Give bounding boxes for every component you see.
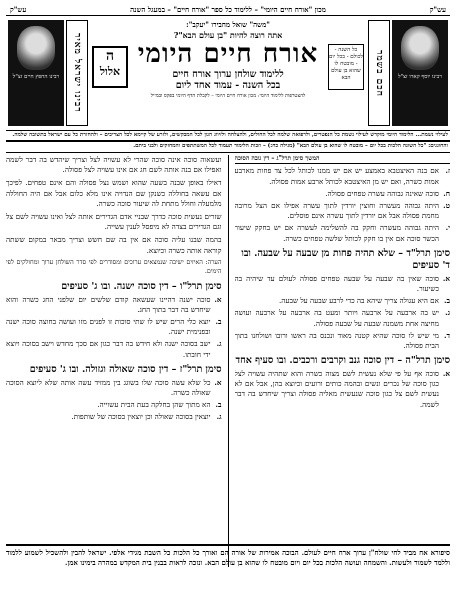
dedication-1: לעילוי נשמת... הלימוד היומי מוקדש לעילוי נשמת כל הנפטרים, ולרפואה שלמה לכל החולים, ולהצלחה ולזיווג הגון לכל המבקשים, ולזרע של קיימא לכל הצריכים – ולהחזרת כל עם ישראל בתשובה שלמה.	[6, 130, 450, 141]
halacha-item	[235, 201, 451, 221]
top-strip	[6, 4, 450, 16]
section-heading: סימן תרל"ו – דין סוכה ישנה. ובו ג' סעיפים	[61, 280, 222, 292]
top-strip-middle: מכון "אורח חיים היומי" – ללימוד כל ספר "אורח חיים" – במעגל השנה	[130, 5, 326, 14]
item-text: יש בה ארבעה על ארבעה ויותר ומעט בה ארבעה על ארבעה ועושה מחיצה אחת משמנה שבעה על שבעה פסולה.	[234, 308, 439, 328]
item-number: ב.	[215, 400, 222, 410]
halacha-item	[6, 317, 222, 337]
item-number: ח.	[443, 188, 450, 198]
item-text: סוכה ישנה דהיינו שעשאה קודם שלשים יום שלפני החג כשרה והוא שיחדש בה דבר בתוך החג.	[6, 294, 211, 314]
halacha-item	[235, 308, 451, 328]
item-number: א.	[442, 369, 450, 379]
scroll-right-text: חכם בשמר	[374, 49, 384, 97]
date-month: אלול	[99, 65, 121, 78]
contact-line: להצטרפות ללימוד היומי: מכון אורח חיים היומי – לקבלת הדף היומי בפקס ובמייל	[150, 93, 306, 99]
halacha-item	[6, 339, 222, 359]
item-number: י.	[445, 223, 450, 233]
portrait-left	[8, 20, 64, 126]
item-number: ג.	[216, 339, 222, 349]
subtitle-2: בכל השנה - עמוד אחד ליום	[175, 80, 281, 91]
continuation-heading: המשך סימן תרל"ג – דין גובה הסוכה	[235, 155, 451, 165]
rabbi-portrait-icon	[17, 26, 55, 70]
halacha-item	[235, 223, 451, 243]
item-text: היתה גבוהה מעשרה וחוצין יורדין לתוך עשרה אפילו אם הצל מרובה מחמת פסולה אבל אם יורדין לתוך עשרה אינם פוסלים.	[234, 201, 439, 221]
top-strip-right: עש"ק	[429, 5, 446, 14]
halacha-item	[6, 400, 222, 410]
item-number: א.	[214, 294, 222, 304]
halacha-item	[6, 412, 222, 422]
item-text: סוכה שאינה גבוהה עשרה טפחים פסולה.	[325, 188, 439, 198]
title-block	[92, 20, 364, 126]
paragraph: שזרים נעשית סוכה כדרך שבניי אדם הגדירים אותה לצל ואינו עשויה לשם צל וגם הגדירים בצדה לא מיפסל לענין עשייה.	[6, 211, 222, 232]
item-text: יוצא כלי הרים שיש לו שתי סוכות זו לפנים מזו ועושה בחוצה סוכה ישנה ובפנימית ישנה.	[6, 317, 211, 337]
scroll-left	[66, 20, 88, 126]
portrait-left-caption: רבינו החפץ חיים זצ"ל	[12, 74, 60, 80]
item-number: ב.	[215, 317, 222, 326]
halacha-item	[235, 166, 451, 186]
slogan-subquestion: אתה רוצה להיות "בן עולם הבא"?	[173, 30, 283, 40]
halacha-item	[235, 296, 451, 306]
item-text: אם בנה האיצטבא באמצע יש אם יש ממנו לכותל לכל צד פחות מארבע אמות כשרה, ואם יש מן האיצטבא לכותל ארבע אמות פסולה.	[234, 166, 439, 186]
halacha-item	[235, 369, 451, 410]
item-number: א.	[442, 273, 450, 283]
item-text: כל שלא עשה סוכה שלו בשוגג בין ממזיד עשה אותה שלא ליוצא הסוכה שאולה כשרה.	[6, 377, 211, 397]
dedication-2: והחוגגים: "כל השונה הלכות בכל יום – מובטח לו שהוא בן עולם הבא" (מגילה כח:) – וזכות הלימוד תעמוד לכל המשתתפים והמחזקים ולבני ביתם.	[6, 141, 450, 152]
item-text: הא מתוך שהן בחלקה בעת הבית עשוייה.	[97, 400, 211, 410]
portrait-right-caption: רבינו יוסף קארו זצ"ל	[398, 74, 442, 80]
halacha-item	[6, 378, 222, 398]
item-number: ד.	[444, 330, 450, 340]
info-box: כל השנה - לכולם - בכל יום - מובטח לו שהוא בן עולם הבא	[328, 44, 364, 90]
newsletter-page	[6, 4, 450, 596]
publication-title: אורח חיים היומי	[137, 39, 319, 69]
masthead	[6, 18, 450, 130]
item-text: ישב בסוכה ישנה ולא חידש בה דבר כגון אם סכך מחדש וישב בסוכה ויוצא ידי חובתו.	[6, 339, 211, 359]
paragraph: ועשאוה סוכה אינה סוכה שהרי לא עשויה לצל וצריך שיהדש בה דבר לשמה ואפילו אם בנה אותה לשם חג אם אינו עשויה לצל פסולה.	[6, 154, 222, 175]
section-heading: סימן תרל"ד – שלא תהיה פחות מן שבעה על שבעה. ובו ד' סעיפים	[241, 247, 450, 271]
scroll-left-text: רבינו ישראל מאיר	[72, 33, 82, 113]
right-column	[235, 155, 451, 567]
paragraph: בהמה שבנו עליה סוכה אם אין בה שם חשש וצריך מבאר במקום ששתה קוראה אותה כשרה וכיוצא.	[6, 235, 222, 255]
section-heading: סימן תרל"ז – דין סוכה שאולה וגזולה. ובו ג' סעיפים	[29, 363, 222, 375]
item-text: אם היא עגולה צריך שיהא בה כדי לרבע שבעה על שבעה.	[279, 296, 439, 306]
item-text: סוכה אף על פי שלא נעשית לשם מצוה כשרה והוא שתהיה עשויה לצל כגון סוכה של נכרים ונשים ובהמה כותים ורועים וכיוצא בהן, אבל אם לא נעשית לשם צל כגון סוכה שנעשית מאליה פסולה וצריך שיחדש בה דבר לשמה.	[234, 369, 439, 409]
item-text: היתה גבוהה מעשרה וחקק בה להשלימה לעשרה אם יש בחקק שיעור הכשר סוכה אם אין בו חקק לכותל שלשה טפחים כשרה.	[234, 223, 439, 243]
portrait-right	[392, 20, 448, 126]
footer-text: סיפורא אח מביד לחי שולח"ן ערוך ארח חיים לעולם. הבוכה אמירות של אורה הם ואורך כל הלכות כל השבת מגידי אלפי. ישראל להבין ולהשכיל לשמוע ללמוד וללמד לשמור ולעשות. והשמחה ועושה הלכות בכל יום ויום מובטח לו שהוא בן עולם הבא. ונזכה לראות בבנין בית המקדש במהרה בימינו אמן.	[6, 544, 450, 596]
left-column	[6, 155, 222, 567]
halacha-item	[235, 331, 451, 351]
item-number: ז.	[445, 166, 450, 176]
item-text: סוכה שאין בה שבעה על שבעה טפחים פסולה לעולם עד שיהיה בה כשיעור.	[234, 273, 439, 293]
content-columns	[6, 155, 450, 567]
item-number: א.	[214, 377, 222, 387]
item-number: ט.	[443, 201, 450, 211]
item-number: ג.	[216, 412, 222, 422]
paragraph: דאילו באופן שבנה בשעה שהוא ושמש נצל פסולה והם אינם טפחים. לפיכך אם עשאה בחוללה כשנקן שם הנדויה אינו מלא כלום אבל אם היה החוללה מלמעלה וחולל מתחת לה שיעור סוכה כשרה.	[6, 178, 222, 208]
halacha-item	[235, 189, 451, 199]
subtitle-1: ללימוד שולחן ערוך אורח חיים	[172, 69, 284, 80]
halacha-item	[6, 295, 222, 315]
slogan-question: "משה" שואל מחבירו "יעקב":	[186, 20, 270, 29]
column-divider	[228, 155, 229, 567]
item-text: מי שיש לו סוכה שהיא קטנה מאוד ונכנס בה ראשו ורובו ושולחנו בתוך הבית פסולה.	[234, 330, 439, 350]
editor-note: הערה: האיזים ישיבה שנמצאים ערוכים ומסודרים לפי סדר השולחן ערוך ומחולקים לפי הימים.	[6, 258, 222, 275]
item-text: יוצאין בסוכה שאולה וכן יוצאין בסוכה של שותפות.	[71, 412, 211, 422]
item-number: ג.	[445, 308, 450, 318]
scroll-right	[368, 20, 390, 126]
top-strip-left: עש"ק	[10, 5, 27, 14]
item-number: ב.	[444, 296, 450, 306]
date-box	[92, 46, 128, 88]
halacha-item	[235, 274, 451, 294]
date-day: ה	[105, 48, 115, 64]
section-heading: סימן תרל"ה – דין סוכה גנב וקרבים ורכבים. ובו סעיף אחד	[235, 355, 450, 367]
rabbi-portrait-icon	[401, 26, 439, 70]
